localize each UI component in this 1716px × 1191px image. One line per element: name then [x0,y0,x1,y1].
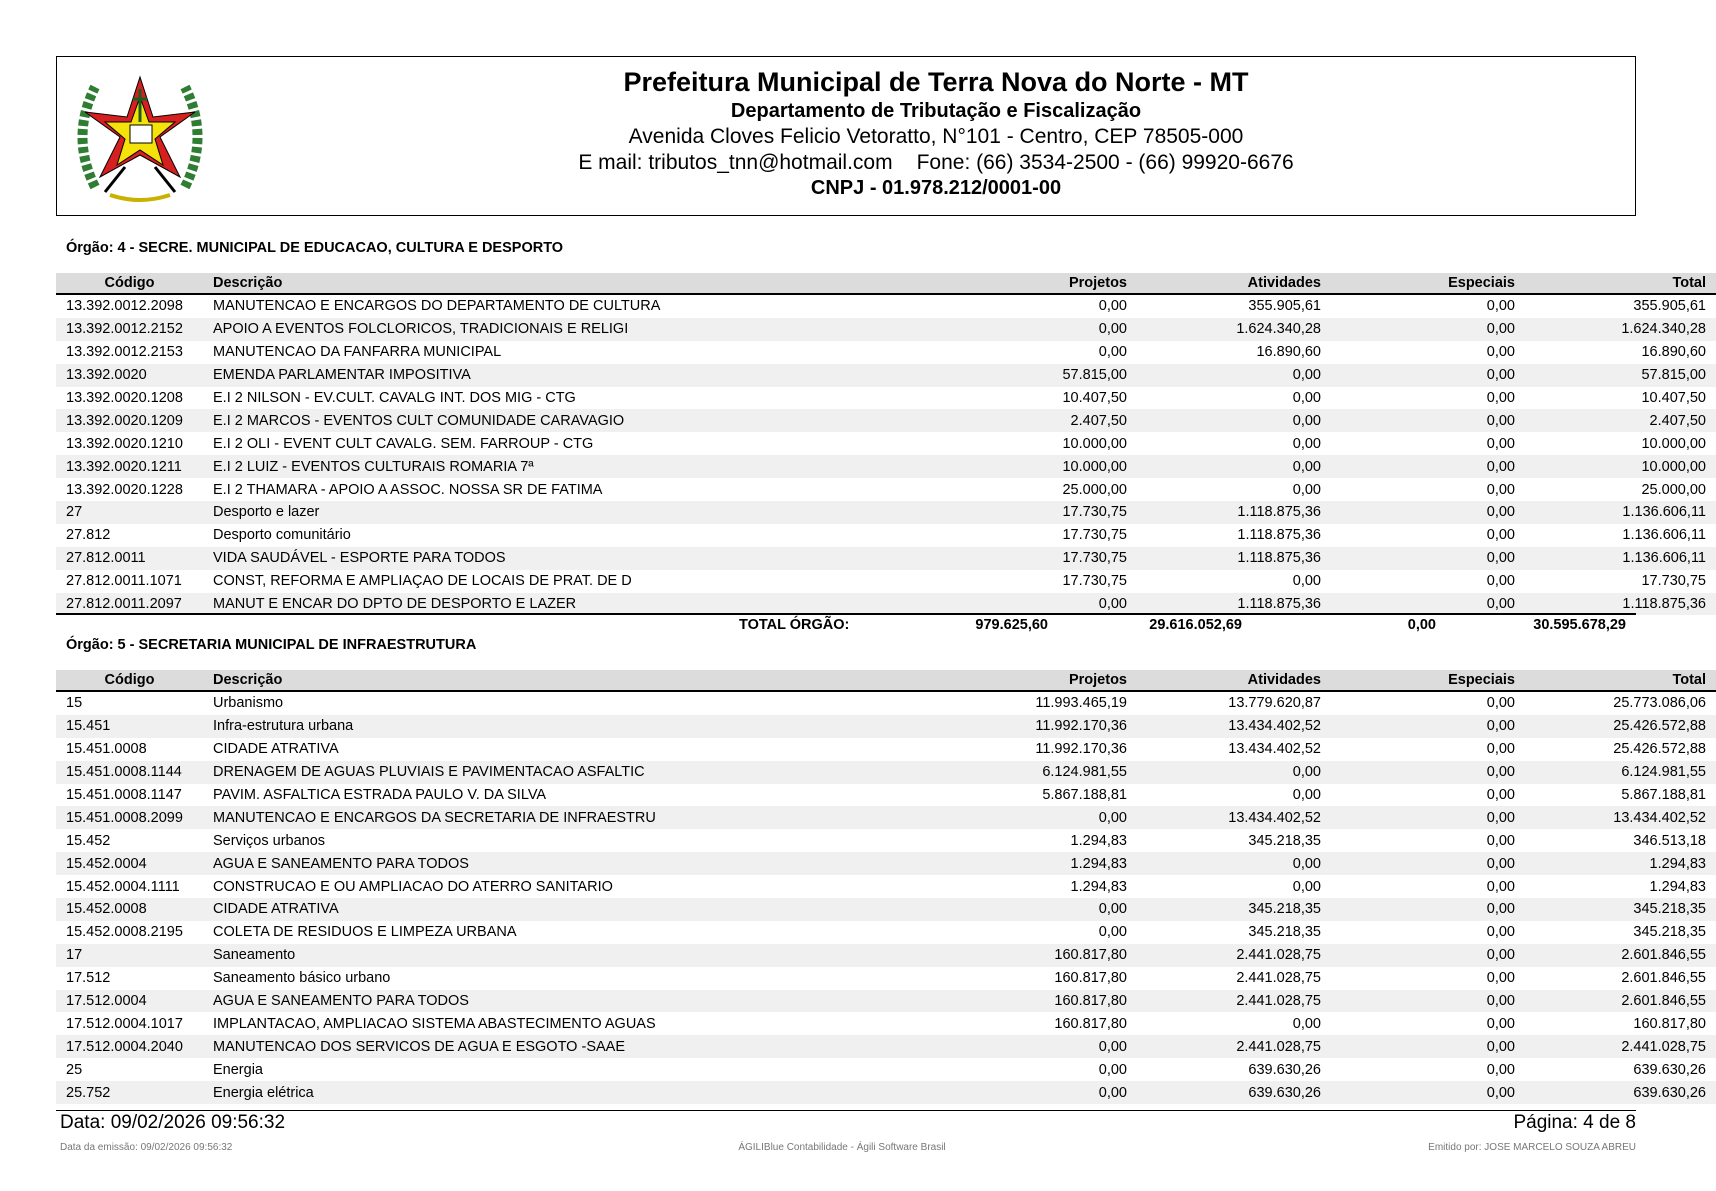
col-descricao: Descrição [203,670,965,691]
cell-projetos: 160.817,80 [965,944,1137,967]
cell-especiais: 0,00 [1486,435,1515,452]
cell-total: 25.426.572,88 [1525,715,1716,738]
cell-especiais: 0,00 [1331,944,1525,967]
cell-atividades: 345.218,35 [1248,832,1321,849]
cell-codigo: 13.392.0020.1211 [56,455,203,478]
cell-projetos: 10.407,50 [1062,390,1127,406]
cell-codigo: 13.392.0020.1209 [56,409,203,432]
cell-especiais: 0,00 [1331,715,1525,738]
cell-total: 6.124.981,55 [1525,761,1716,784]
cell-especiais: 0,00 [1486,924,1515,941]
table-row [56,294,1716,318]
cell-especiais: 0,00 [1331,761,1525,784]
cell-descricao: Energia [213,1061,263,1078]
cell-total: 639.630,26 [1525,1081,1716,1104]
software-name: ÁGILIBlue Contabilidade - Ágili Software Brasil [738,1142,946,1153]
cell-total: 1.136.606,11 [1622,527,1706,544]
cell-projetos: 17.730,75 [965,547,1137,570]
table-row [56,738,1716,761]
table-row [56,387,1716,410]
cell-codigo: 15.452.0008 [56,898,203,921]
cell-atividades: 0,00 [1137,761,1331,784]
cell-descricao: E.I 2 LUIZ - EVENTOS CULTURAIS ROMARIA 7ª [203,455,965,478]
cell-atividades: 16.890,60 [1256,344,1321,361]
table-row [56,691,1716,715]
table-row [56,990,1716,1013]
table-row [56,1012,1716,1035]
cell-especiais: 0,00 [1486,298,1515,315]
cell-descricao: E.I 2 MARCOS - EVENTOS CULT COMUNIDADE CARAVAGIO [203,409,965,432]
cell-total: 346.513,18 [1633,832,1706,849]
table-row [56,478,1716,501]
col-total: Total [1525,273,1716,294]
cell-total: 10.000,00 [1641,435,1706,452]
cell-codigo: 15.451.0008 [66,741,147,758]
cell-descricao: Desporto e lazer [203,501,965,524]
table-row [56,761,1716,784]
cell-especiais: 0,00 [1486,1015,1515,1032]
cell-projetos: 5.867.188,81 [1042,787,1127,803]
cell-projetos: 25.000,00 [1062,481,1127,498]
cell-especiais: 0,00 [1331,364,1525,387]
cell-total: 345.218,35 [1633,924,1706,941]
cell-descricao: DRENAGEM DE AGUAS PLUVIAIS E PAVIMENTACAO ASFALTIC [203,761,965,784]
table-row [56,364,1716,387]
cell-projetos: 160.817,80 [1054,1015,1127,1032]
cell-projetos: 10.000,00 [965,455,1137,478]
cell-especiais: 0,00 [1486,878,1515,895]
cell-descricao: IMPLANTACAO, AMPLIACAO SISTEMA ABASTECIMENTO AGUAS [213,1015,656,1032]
cell-especiais: 0,00 [1331,593,1525,616]
table-row [56,455,1716,478]
table-row [56,944,1716,967]
orgao-4-rows [56,294,1716,615]
cell-projetos: 160.817,80 [1054,970,1127,987]
table-row [56,524,1716,547]
cell-codigo: 27.812.0011 [56,547,203,570]
cell-projetos: 0,00 [1098,344,1127,361]
table-row [56,432,1716,455]
cell-atividades: 1.118.875,36 [1237,527,1321,544]
cell-descricao: MANUTENCAO DA FANFARRA MUNICIPAL [213,344,502,361]
cell-especiais: 0,00 [1331,547,1525,570]
cell-especiais: 0,00 [1331,806,1525,829]
issuer-name: Emitido por: JOSE MARCELO SOUZA ABREU [1428,1142,1636,1153]
cell-especiais: 0,00 [1486,573,1515,590]
cell-codigo: 13.392.0012.2153 [66,344,183,361]
table-row [56,501,1716,524]
cell-projetos: 0,00 [965,1081,1137,1104]
cell-descricao: Desporto comunitário [213,527,351,544]
table-row [56,806,1716,829]
col-projetos: Projetos [965,273,1137,294]
cell-codigo: 15.451.0008.1144 [56,761,203,784]
cell-atividades: 0,00 [1137,409,1331,432]
cell-codigo: 13.392.0012.2098 [66,298,183,315]
cell-total: 16.890,60 [1641,344,1706,361]
cell-descricao: Infra-estrutura urbana [203,715,965,738]
emission-date: Data da emissão: 09/02/2026 09:56:32 [60,1142,233,1153]
cell-descricao: E.I 2 THAMARA - APOIO A ASSOC. NOSSA SR DE FATIMA [213,481,603,498]
municipality-title: Prefeitura Municipal de Terra Nova do Norte - MT [623,67,1249,97]
orgao-5-rows [56,691,1716,1104]
cell-especiais: 0,00 [1331,1081,1525,1104]
cell-atividades: 13.434.402,52 [1228,741,1321,758]
cell-especiais: 0,00 [1331,1035,1525,1058]
cell-descricao: VIDA SAUDÁVEL - ESPORTE PARA TODOS [203,547,965,570]
cell-codigo: 27.812.0011.1071 [66,573,182,590]
cell-atividades: 0,00 [1292,573,1321,590]
table-row [56,715,1716,738]
cell-codigo: 15.451 [56,715,203,738]
cell-projetos: 57.815,00 [965,364,1137,387]
cell-descricao: CIDADE ATRATIVA [203,898,965,921]
cell-atividades: 2.441.028,75 [1137,944,1331,967]
orgao-4-total-row [56,613,1636,637]
table-row [56,898,1716,921]
email: E mail: tributos_tnn@hotmail.com [578,151,893,174]
cell-total: 355.905,61 [1633,298,1706,315]
cell-codigo: 15.451.0008.1147 [66,787,182,803]
orgao-4-table [56,273,1716,615]
cell-especiais: 0,00 [1331,501,1525,524]
cell-descricao: Energia elétrica [203,1081,965,1104]
contact-line [237,150,1635,176]
cell-total: 1.136.606,11 [1525,547,1716,570]
coat-of-arms-icon [65,67,215,207]
cell-projetos: 17.730,75 [1062,573,1127,590]
cell-especiais: 0,00 [1486,695,1515,712]
cell-total: 345.218,35 [1525,898,1716,921]
cell-projetos: 0,00 [965,318,1137,341]
table-row [56,318,1716,341]
cell-codigo: 15.451.0008.2099 [56,806,203,829]
cell-projetos: 160.817,80 [965,990,1137,1013]
cell-total: 1.118.875,36 [1525,593,1716,616]
cell-codigo: 17.512.0004.2040 [56,1035,203,1058]
table-row [56,784,1716,807]
total-especiais: 0,00 [1407,617,1436,633]
table-row [56,409,1716,432]
cell-projetos: 0,00 [1098,298,1127,315]
cell-codigo: 13.392.0012.2152 [56,318,203,341]
cell-codigo: 15.452 [66,832,111,849]
cell-atividades: 0,00 [1137,455,1331,478]
col-descricao: Descrição [203,273,965,294]
department-name: Departamento de Tributação e Fiscalização [730,100,1142,122]
cell-atividades: 0,00 [1292,481,1321,498]
cell-total: 17.730,75 [1641,573,1706,590]
cell-codigo: 13.392.0020 [56,364,203,387]
cell-especiais: 0,00 [1331,852,1525,875]
cell-atividades: 0,00 [1292,787,1321,803]
cell-atividades: 345.218,35 [1137,898,1331,921]
cell-projetos: 0,00 [965,593,1137,616]
col-especiais: Especiais [1331,670,1525,691]
cell-atividades: 639.630,26 [1137,1081,1331,1104]
cell-descricao: EMENDA PARLAMENTAR IMPOSITIVA [203,364,965,387]
cell-descricao: MANUTENCAO E ENCARGOS DO DEPARTAMENTO DE CULTURA [213,298,661,315]
cell-descricao: MANUT E ENCAR DO DPTO DE DESPORTO E LAZER [203,593,965,616]
cnpj: CNPJ - 01.978.212/0001-00 [810,177,1062,199]
cell-total: 1.136.606,11 [1525,501,1716,524]
cell-atividades: 1.118.875,36 [1137,501,1331,524]
cell-total: 2.441.028,75 [1525,1035,1716,1058]
cell-total: 160.817,80 [1633,1015,1706,1032]
cell-codigo: 27.812.0011.2097 [56,593,203,616]
table-row [56,967,1716,990]
table-row [56,1081,1716,1104]
cell-descricao: Serviços urbanos [213,832,326,849]
col-codigo: Código [56,273,203,294]
cell-projetos: 6.124.981,55 [965,761,1137,784]
cell-projetos: 17.730,75 [1062,527,1127,544]
cell-atividades: 0,00 [1292,1015,1321,1032]
table-row [56,1058,1716,1081]
cell-projetos: 11.992.170,36 [965,715,1137,738]
cell-descricao: AGUA E SANEAMENTO PARA TODOS [203,852,965,875]
cell-especiais: 0,00 [1486,970,1515,987]
cell-codigo: 27.812 [66,527,111,544]
cell-projetos: 0,00 [965,1035,1137,1058]
cell-descricao: MANUTENCAO DOS SERVICOS DE AGUA E ESGOTO -SAAE [203,1035,965,1058]
cell-codigo: 15.452.0008.2195 [66,924,183,941]
cell-especiais: 0,00 [1486,344,1515,361]
cell-especiais: 0,00 [1486,390,1515,406]
cell-total: 2.601.846,55 [1525,944,1716,967]
cell-descricao: CONSTRUCAO E OU AMPLIACAO DO ATERRO SANITARIO [213,878,613,895]
cell-especiais: 0,00 [1331,455,1525,478]
cell-total: 57.815,00 [1525,364,1716,387]
cell-descricao: AGUA E SANEAMENTO PARA TODOS [203,990,965,1013]
cell-especiais: 0,00 [1486,741,1515,758]
cell-especiais: 0,00 [1486,527,1515,544]
cell-projetos: 1.294,83 [1070,832,1127,849]
cell-codigo: 17.512 [66,970,111,987]
cell-codigo: 15.452.0004.1111 [66,878,180,895]
cell-atividades: 2.441.028,75 [1236,970,1321,987]
cell-especiais: 0,00 [1331,318,1525,341]
cell-total: 25.773.086,06 [1613,695,1706,712]
cell-total: 10.000,00 [1525,455,1716,478]
cell-descricao: Saneamento básico urbano [213,970,391,987]
cell-total: 2.407,50 [1525,409,1716,432]
total-label: TOTAL ÓRGÃO: [739,617,850,633]
cell-descricao: Saneamento [203,944,965,967]
cell-atividades: 0,00 [1137,364,1331,387]
col-atividades: Atividades [1137,670,1331,691]
cell-codigo: 17.512.0004.1017 [66,1015,183,1032]
cell-atividades: 355.905,61 [1248,298,1321,315]
page-number: Página: 4 de 8 [1513,1112,1636,1133]
cell-especiais: 0,00 [1331,409,1525,432]
cell-total: 2.601.846,55 [1621,970,1706,987]
table-header-row [56,273,1716,294]
table-row [56,570,1716,593]
cell-especiais: 0,00 [1331,898,1525,921]
cell-total: 10.407,50 [1641,390,1706,406]
footer-divider [56,1110,1636,1111]
footer-date: Data: 09/02/2026 09:56:32 [60,1112,286,1133]
col-codigo: Código [56,670,203,691]
cell-especiais: 0,00 [1486,481,1515,498]
table-row [56,341,1716,364]
cell-descricao: E.I 2 NILSON - EV.CULT. CAVALG INT. DOS MIG - CTG [213,390,576,406]
orgao-5-title: Órgão: 5 - SECRETARIA MUNICIPAL DE INFRAESTRUTURA [66,637,477,653]
cell-atividades: 0,00 [1292,878,1321,895]
cell-especiais: 0,00 [1486,787,1515,803]
cell-codigo: 13.392.0020.1210 [66,435,183,452]
cell-descricao: APOIO A EVENTOS FOLCLORICOS, TRADICIONAIS E RELIGI [203,318,965,341]
cell-descricao: E.I 2 OLI - EVENT CULT CAVALG. SEM. FARROUP - CTG [213,435,594,452]
cell-atividades: 13.779.620,87 [1228,695,1321,712]
cell-descricao: CONST, REFORMA E AMPLIAÇAO DE LOCAIS DE PRAT. DE D [213,573,632,590]
cell-atividades: 345.218,35 [1248,924,1321,941]
report-header [56,56,1636,216]
cell-codigo: 25 [66,1061,83,1078]
col-total: Total [1525,670,1716,691]
cell-codigo: 13.392.0020.1228 [66,481,183,498]
cell-especiais: 0,00 [1486,832,1515,849]
cell-total: 5.867.188,81 [1621,787,1706,803]
cell-atividades: 0,00 [1137,852,1331,875]
cell-projetos: 2.407,50 [965,409,1137,432]
address: Avenida Cloves Felicio Vetoratto, N°101 - Centro, CEP 78505-000 [628,125,1244,148]
cell-codigo: 15.452.0004 [56,852,203,875]
cell-projetos: 0,00 [1098,1061,1127,1078]
cell-descricao: CIDADE ATRATIVA [213,741,339,758]
cell-codigo: 17.512.0004 [56,990,203,1013]
table-row [56,547,1716,570]
cell-atividades: 1.118.875,36 [1137,593,1331,616]
cell-descricao: PAVIM. ASFALTICA ESTRADA PAULO V. DA SILVA [213,787,547,803]
cell-descricao: Urbanismo [213,695,284,712]
cell-total: 13.434.402,52 [1525,806,1716,829]
cell-descricao: COLETA DE RESIDUOS E LIMPEZA URBANA [213,924,517,941]
cell-especiais: 0,00 [1331,990,1525,1013]
cell-descricao: MANUTENCAO E ENCARGOS DA SECRETARIA DE INFRAESTRU [203,806,965,829]
cell-projetos: 11.992.170,36 [1035,741,1127,758]
table-row [56,875,1716,898]
table-header-row [56,670,1716,691]
cell-projetos: 0,00 [1098,924,1127,941]
cell-total: 2.601.846,55 [1525,990,1716,1013]
total-atividades: 29.616.052,69 [1149,617,1242,633]
cell-projetos: 11.993.465,19 [1035,695,1127,712]
cell-atividades: 0,00 [1292,435,1321,452]
cell-codigo: 13.392.0020.1208 [66,390,183,406]
orgao-5-table [56,670,1716,1104]
cell-projetos: 1.294,83 [965,852,1137,875]
cell-total: 25.426.572,88 [1613,741,1706,758]
cell-total: 1.294,83 [1525,852,1716,875]
cell-codigo: 17 [56,944,203,967]
cell-projetos: 10.000,00 [1062,435,1127,452]
col-atividades: Atividades [1137,273,1331,294]
cell-atividades: 2.441.028,75 [1137,990,1331,1013]
cell-total: 25.000,00 [1641,481,1706,498]
table-row [56,921,1716,944]
cell-atividades: 13.434.402,52 [1137,806,1331,829]
cell-projetos: 0,00 [965,806,1137,829]
cell-atividades: 0,00 [1292,390,1321,406]
cell-atividades: 1.118.875,36 [1137,547,1331,570]
cell-codigo: 27 [56,501,203,524]
col-especiais: Especiais [1331,273,1525,294]
cell-atividades: 639.630,26 [1248,1061,1321,1078]
phone: Fone: (66) 3534-2500 - (66) 99920-6676 [916,151,1294,174]
orgao-4-title: Órgão: 4 - SECRE. MUNICIPAL DE EDUCACAO, CULTURA E DESPORTO [66,240,564,256]
table-row [56,1035,1716,1058]
cell-projetos: 1.294,83 [1070,878,1127,895]
cell-codigo: 25.752 [56,1081,203,1104]
cell-atividades: 1.624.340,28 [1137,318,1331,341]
total-geral: 30.595.678,29 [1533,617,1626,633]
cell-atividades: 2.441.028,75 [1137,1035,1331,1058]
cell-projetos: 0,00 [965,898,1137,921]
col-projetos: Projetos [965,670,1137,691]
cell-total: 1.294,83 [1649,878,1706,895]
cell-especiais: 0,00 [1486,1061,1515,1078]
table-row [56,852,1716,875]
table-row [56,829,1716,852]
cell-projetos: 17.730,75 [965,501,1137,524]
cell-total: 1.624.340,28 [1525,318,1716,341]
total-projetos: 979.625,60 [975,617,1048,633]
cell-atividades: 13.434.402,52 [1137,715,1331,738]
cell-total: 639.630,26 [1633,1061,1706,1078]
cell-codigo: 15 [66,695,83,712]
